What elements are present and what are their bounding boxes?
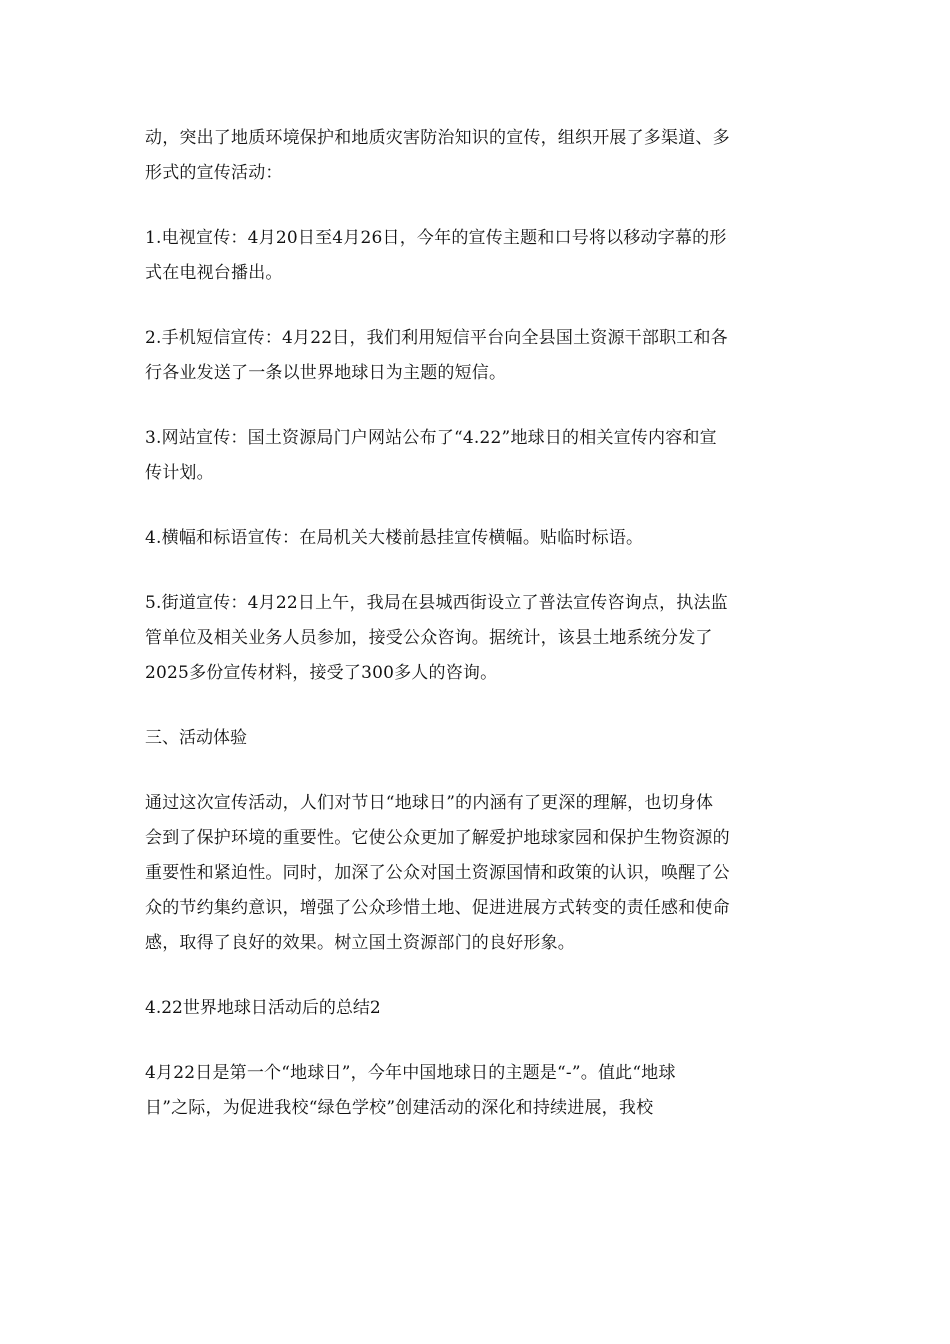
document-body <box>145 121 810 1156</box>
text-line: 通过这次宣传活动，人们对节日“地球日”的内涵有了更深的理解，也切身体 <box>145 793 714 813</box>
text-line: 3.网站宣传：国土资源局门户网站公布了“4.22”地球日的相关宣传内容和宣 <box>145 428 717 448</box>
text-line: 感，取得了良好的效果。树立国土资源部门的良好形象。 <box>145 933 575 953</box>
text-line: 会到了保护环境的重要性。它使公众更加了解爱护地球家园和保护生物资源的 <box>145 828 730 848</box>
paragraph-intro <box>145 121 810 191</box>
section-heading-activity-experience <box>145 721 810 756</box>
text-line: 形式的宣传活动： <box>145 163 283 183</box>
text-line: 日”之际，为促进我校“绿色学校”创建活动的深化和持续进展，我校 <box>145 1098 654 1118</box>
text-line: 1.电视宣传：4月20日至4月26日，今年的宣传主题和口号将以移动字幕的形 <box>145 228 727 248</box>
text-line: 管单位及相关业务人员参加，接受公众咨询。据统计，该县土地系统分发了 <box>145 628 713 648</box>
paragraph-earth-day-intro <box>145 1056 810 1126</box>
paragraph-experience <box>145 786 810 961</box>
text-line: 众的节约集约意识，增强了公众珍惜土地、促进进展方式转变的责任感和使命 <box>145 898 730 918</box>
text-line: 行各业发送了一条以世界地球日为主题的短信。 <box>145 363 507 383</box>
paragraph-sms-publicity <box>145 321 810 391</box>
text-line: 2025多份宣传材料，接受了300多人的咨询。 <box>145 663 498 683</box>
heading-text: 4.22世界地球日活动后的总结2 <box>145 998 381 1018</box>
text-line: 式在电视台播出。 <box>145 263 283 283</box>
section-heading-summary-2 <box>145 991 810 1026</box>
text-line: 传计划。 <box>145 463 214 483</box>
text-line: 2.手机短信宣传：4月22日，我们利用短信平台向全县国土资源干部职工和各 <box>145 328 728 348</box>
heading-text: 三、活动体验 <box>145 728 247 748</box>
text-line: 5.街道宣传：4月22日上午，我局在县城西街设立了普法宣传咨询点，执法监 <box>145 593 728 613</box>
text-line: 动，突出了地质环境保护和地质灾害防治知识的宣传，组织开展了多渠道、多 <box>145 128 730 148</box>
text-line: 4月22日是第一个“地球日”，今年中国地球日的主题是“-”。值此“地球 <box>145 1063 676 1083</box>
text-line: 重要性和紧迫性。同时，加深了公众对国土资源国情和政策的认识，唤醒了公 <box>145 863 730 883</box>
paragraph-tv-publicity <box>145 221 810 291</box>
paragraph-street-publicity <box>145 586 810 691</box>
paragraph-banner-publicity <box>145 521 810 556</box>
paragraph-website-publicity <box>145 421 810 491</box>
text-line: 4.横幅和标语宣传：在局机关大楼前悬挂宣传横幅。贴临时标语。 <box>145 528 644 548</box>
